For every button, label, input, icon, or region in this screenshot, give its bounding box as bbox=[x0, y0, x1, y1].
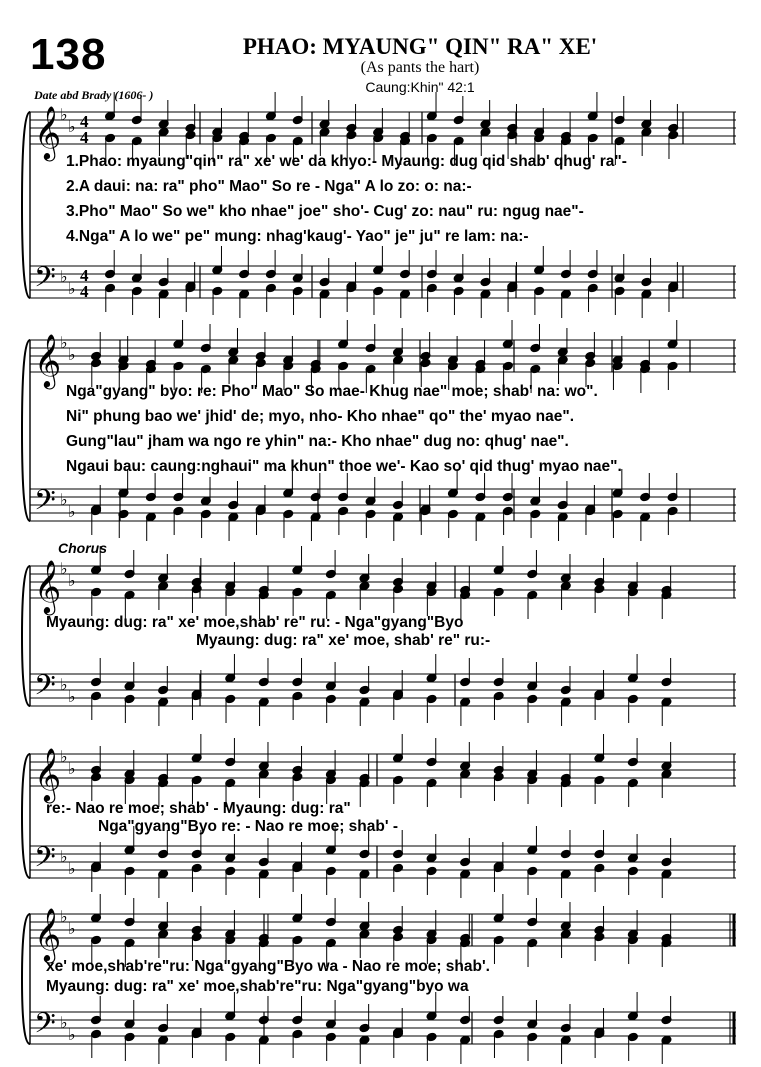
lyric-line: Myaung: dug: ra" xe' moe,shab' re" ru: - Nga"gyang"Byo bbox=[46, 614, 464, 631]
flat-sign: ♭ bbox=[60, 490, 68, 509]
treble-clef: 𝄞 bbox=[34, 333, 62, 387]
treble-clef: 𝄞 bbox=[34, 559, 62, 613]
system-brace bbox=[22, 566, 30, 706]
treble-clef: 𝄞 bbox=[34, 747, 62, 801]
treble-clef: 𝄞 bbox=[34, 907, 62, 961]
flat-sign: ♭ bbox=[60, 267, 68, 286]
bass-clef: 𝄢 bbox=[34, 1007, 56, 1047]
flat-sign: ♭ bbox=[68, 279, 76, 298]
time-signature: 4 bbox=[80, 266, 89, 285]
system-brace bbox=[22, 754, 30, 878]
lyric-line: 1.Phao: myaung"qin" ra" xe' we' da khyo:- Myaung: dug qid shab' qhug' ra"- bbox=[66, 153, 627, 170]
flat-sign: ♭ bbox=[60, 747, 68, 766]
flat-sign: ♭ bbox=[68, 759, 76, 778]
chorus-label: Chorus bbox=[58, 540, 107, 556]
time-signature: 4 bbox=[80, 128, 89, 147]
time-signature: 4 bbox=[80, 282, 89, 301]
lyric-line: Ni" phung bao we' jhid' de; myo, nho- Kho nhae" qo" the' myao nae". bbox=[66, 408, 575, 425]
flat-sign: ♭ bbox=[68, 1025, 76, 1044]
bass-clef: 𝄢 bbox=[34, 261, 56, 301]
lyric-line: 3.Pho" Mao" So we" kho nhae" joe" sho'- Cug' zo: nau" ru: ngug nae"- bbox=[66, 203, 584, 220]
flat-sign: ♭ bbox=[60, 333, 68, 352]
composer-credit: Date abd Brady (1606- ) bbox=[34, 88, 154, 102]
system-brace bbox=[22, 112, 30, 298]
hymn-title: PHAO: MYAUNG" QIN" RA" XE' bbox=[242, 34, 598, 59]
bass-clef: 𝄢 bbox=[34, 484, 56, 524]
flat-sign: ♭ bbox=[68, 919, 76, 938]
lyric-line: Myaung: dug: ra" xe' moe,shab're"ru: Nga"gyang"byo wa bbox=[46, 978, 469, 995]
lyric-line: Ngaui bau: caung:nghaui" ma khun" thoe we'- Kao so' qid thug' myao nae". bbox=[66, 458, 622, 475]
bass-clef: 𝄢 bbox=[34, 841, 56, 881]
flat-sign: ♭ bbox=[60, 1013, 68, 1032]
lyric-line: xe' moe,shab're"ru: Nga"gyang"Byo wa - Nao re moe; shab'. bbox=[46, 958, 490, 975]
flat-sign: ♭ bbox=[68, 571, 76, 590]
system-brace bbox=[22, 914, 30, 1044]
flat-sign: ♭ bbox=[60, 907, 68, 926]
scripture-reference: Caung:Khin" 42:1 bbox=[365, 79, 475, 95]
hymn-subtitle: (As pants the hart) bbox=[360, 59, 480, 76]
flat-sign: ♭ bbox=[60, 559, 68, 578]
lyric-line: 4.Nga" A lo we" pe" mung: nhag'kaug'- Yao" je" ju" re lam: na:- bbox=[66, 228, 529, 245]
lyric-line: Gung"lau" jham wa ngo re yhin" na:- Kho nhae" dug no: qhug' nae". bbox=[66, 433, 569, 450]
bass-clef: 𝄢 bbox=[34, 669, 56, 709]
hymn-number: 138 bbox=[30, 30, 107, 79]
flat-sign: ♭ bbox=[68, 502, 76, 521]
flat-sign: ♭ bbox=[68, 117, 76, 136]
lyric-line: re:- Nao re moe; shab' - Myaung: dug: ra" bbox=[46, 800, 351, 817]
time-signature: 4 bbox=[80, 112, 89, 131]
flat-sign: ♭ bbox=[60, 847, 68, 866]
flat-sign: ♭ bbox=[68, 687, 76, 706]
lyric-line: Nga"gyang" byo: re: Pho" Mao" So mae- Khug nae" moe; shab' na: wo". bbox=[66, 383, 598, 400]
flat-sign: ♭ bbox=[68, 859, 76, 878]
lyric-line: Nga"gyang"Byo re: - Nao re moe; shab' - bbox=[98, 818, 399, 835]
treble-clef: 𝄞 bbox=[34, 105, 62, 159]
flat-sign: ♭ bbox=[60, 675, 68, 694]
system-brace bbox=[22, 340, 30, 521]
flat-sign: ♭ bbox=[60, 105, 68, 124]
lyric-line: 2.A daui: na: ra" pho" Mao" So re - Nga" A lo zo: o: na:- bbox=[66, 178, 472, 195]
lyric-line: Myaung: dug: ra" xe' moe, shab' re" ru:- bbox=[196, 632, 491, 649]
flat-sign: ♭ bbox=[68, 345, 76, 364]
